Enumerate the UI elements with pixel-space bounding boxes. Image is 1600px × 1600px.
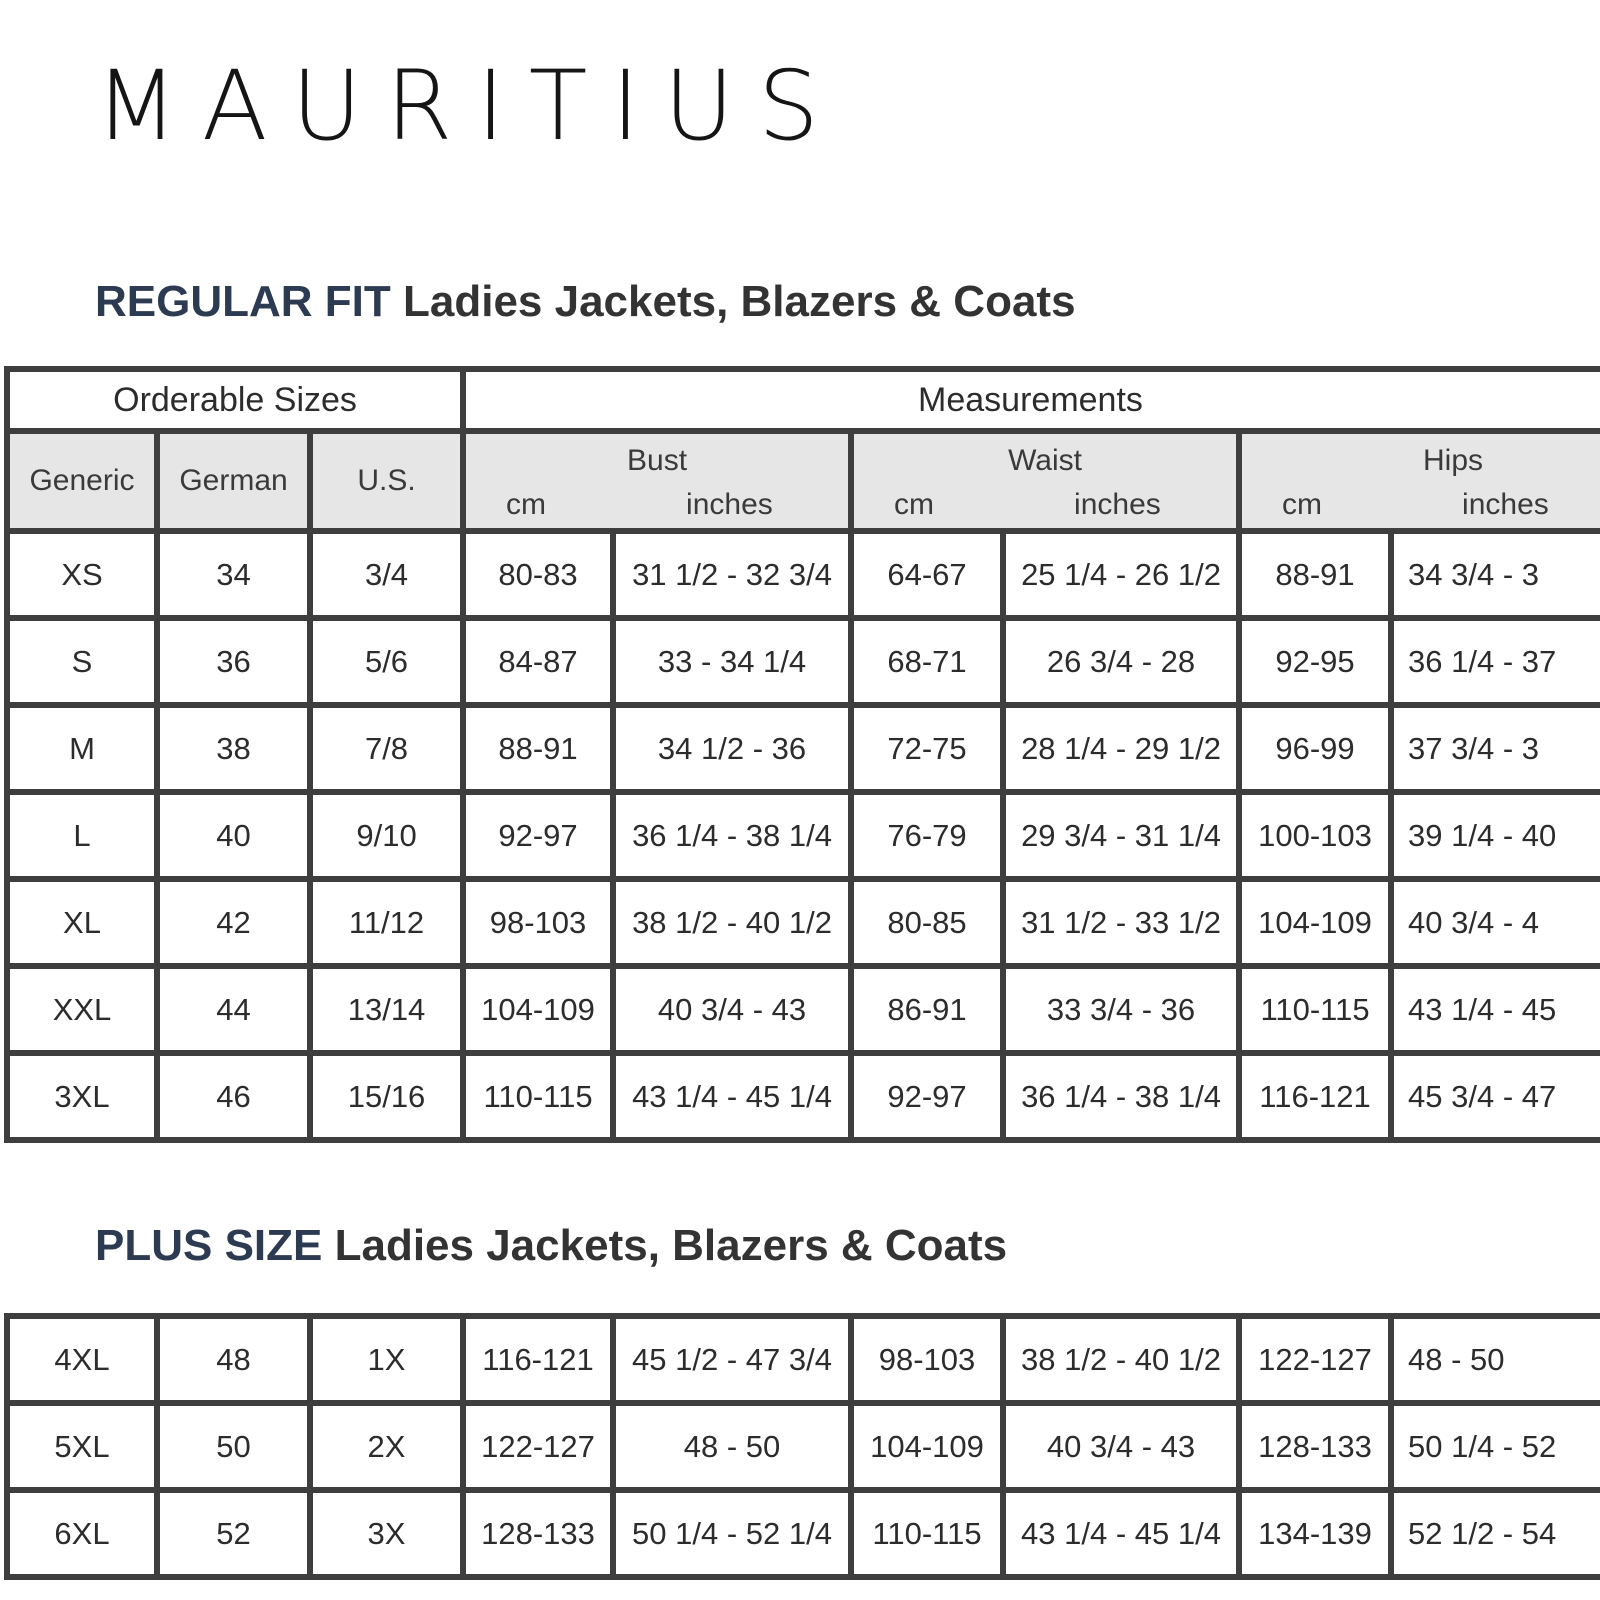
cell-waist-cm: 72-75 [851,705,1003,792]
waist-inches-label: inches [1074,488,1161,521]
cell-generic: L [7,792,157,879]
table-row [7,1403,1600,1490]
cell-hips-inches: 40 3/4 - 4 [1391,879,1600,966]
cell-bust-cm: 122-127 [463,1403,613,1490]
cell-waist-cm: 76-79 [851,792,1003,879]
cell-bust-inches: 34 1/2 - 36 [613,705,851,792]
cell-generic: 6XL [7,1490,157,1577]
cell-waist-inches: 33 3/4 - 36 [1003,966,1239,1053]
waist-header [851,431,1239,531]
measurements-header: Measurements [463,369,1600,431]
cell-hips-inches: 52 1/2 - 54 [1391,1490,1600,1577]
cell-waist-inches: 43 1/4 - 45 1/4 [1003,1490,1239,1577]
cell-bust-cm: 110-115 [463,1053,613,1140]
cell-german: 52 [157,1490,310,1577]
cell-bust-inches: 36 1/4 - 38 1/4 [613,792,851,879]
cell-waist-inches: 40 3/4 - 43 [1003,1403,1239,1490]
cell-german: 48 [157,1316,310,1403]
cell-hips-inches: 48 - 50 [1391,1316,1600,1403]
regular-fit-rows [7,531,1600,1140]
cell-hips-cm: 88-91 [1239,531,1391,618]
waist-cm-label: cm [894,488,935,521]
cell-us: 13/14 [310,966,463,1053]
cell-waist-cm: 86-91 [851,966,1003,1053]
cell-german: 42 [157,879,310,966]
cell-waist-inches: 25 1/4 - 26 1/2 [1003,531,1239,618]
cell-bust-cm: 104-109 [463,966,613,1053]
plus-size-table [4,1313,1600,1580]
cell-german: 38 [157,705,310,792]
cell-hips-cm: 104-109 [1239,879,1391,966]
cell-hips-cm: 122-127 [1239,1316,1391,1403]
cell-us: 3X [310,1490,463,1577]
regular-fit-size-table [4,366,1600,1143]
cell-waist-inches: 38 1/2 - 40 1/2 [1003,1316,1239,1403]
cell-waist-cm: 98-103 [851,1316,1003,1403]
table-row [7,1316,1600,1403]
plus-size-title-bold: PLUS SIZE [95,1221,323,1270]
cell-bust-inches: 50 1/4 - 52 1/4 [613,1490,851,1577]
cell-hips-inches: 36 1/4 - 37 [1391,618,1600,705]
cell-generic: 4XL [7,1316,157,1403]
cell-us: 9/10 [310,792,463,879]
cell-german: 34 [157,531,310,618]
table-row [7,531,1600,618]
cell-hips-cm: 128-133 [1239,1403,1391,1490]
cell-german: 44 [157,966,310,1053]
bust-header [463,431,851,531]
cell-us: 5/6 [310,618,463,705]
hips-header [1239,431,1600,531]
table-row [7,1053,1600,1140]
table-row [7,792,1600,879]
bust-cm-label: cm [506,488,547,521]
cell-bust-cm: 84-87 [463,618,613,705]
regular-fit-title [95,277,1076,326]
cell-waist-cm: 80-85 [851,879,1003,966]
cell-generic: M [7,705,157,792]
cell-bust-inches: 48 - 50 [613,1403,851,1490]
cell-hips-cm: 116-121 [1239,1053,1391,1140]
cell-waist-cm: 64-67 [851,531,1003,618]
cell-waist-inches: 26 3/4 - 28 [1003,618,1239,705]
cell-waist-cm: 92-97 [851,1053,1003,1140]
cell-waist-inches: 31 1/2 - 33 1/2 [1003,879,1239,966]
table-row [7,966,1600,1053]
cell-bust-inches: 31 1/2 - 32 3/4 [613,531,851,618]
cell-hips-inches: 50 1/4 - 52 [1391,1403,1600,1490]
cell-us: 3/4 [310,531,463,618]
bust-label: Bust [627,444,688,477]
cell-german: 40 [157,792,310,879]
cell-waist-cm: 68-71 [851,618,1003,705]
cell-us: 7/8 [310,705,463,792]
cell-hips-inches: 37 3/4 - 3 [1391,705,1600,792]
cell-hips-cm: 92-95 [1239,618,1391,705]
cell-generic: 5XL [7,1403,157,1490]
cell-waist-inches: 36 1/4 - 38 1/4 [1003,1053,1239,1140]
cell-hips-inches: 39 1/4 - 40 [1391,792,1600,879]
regular-fit-title-bold: REGULAR FIT [95,277,391,326]
cell-us: 2X [310,1403,463,1490]
cell-generic: XXL [7,966,157,1053]
cell-generic: XS [7,531,157,618]
cell-bust-inches: 43 1/4 - 45 1/4 [613,1053,851,1140]
cell-generic: S [7,618,157,705]
cell-hips-inches: 45 3/4 - 47 [1391,1053,1600,1140]
cell-hips-cm: 100-103 [1239,792,1391,879]
cell-waist-cm: 110-115 [851,1490,1003,1577]
orderable-sizes-header: Orderable Sizes [7,369,463,431]
table-row [7,618,1600,705]
cell-bust-inches: 40 3/4 - 43 [613,966,851,1053]
plus-size-title-rest: Ladies Jackets, Blazers & Coats [322,1221,1008,1270]
cell-bust-cm: 98-103 [463,879,613,966]
table-row [7,1490,1600,1577]
table-row [7,879,1600,966]
cell-bust-inches: 33 - 34 1/4 [613,618,851,705]
cell-waist-cm: 104-109 [851,1403,1003,1490]
cell-us: 11/12 [310,879,463,966]
cell-hips-cm: 110-115 [1239,966,1391,1053]
bust-inches-label: inches [686,488,773,521]
waist-label: Waist [1008,444,1082,477]
cell-hips-cm: 96-99 [1239,705,1391,792]
cell-us: 15/16 [310,1053,463,1140]
brand-logo: MAURITIUS [95,50,843,162]
cell-bust-cm: 116-121 [463,1316,613,1403]
cell-german: 46 [157,1053,310,1140]
cell-waist-inches: 28 1/4 - 29 1/2 [1003,705,1239,792]
plus-size-title [95,1221,1008,1270]
regular-fit-title-rest: Ladies Jackets, Blazers & Coats [390,277,1076,326]
cell-hips-cm: 134-139 [1239,1490,1391,1577]
cell-bust-inches: 45 1/2 - 47 3/4 [613,1316,851,1403]
cell-generic: 3XL [7,1053,157,1140]
cell-german: 50 [157,1403,310,1490]
cell-bust-cm: 128-133 [463,1490,613,1577]
cell-bust-cm: 80-83 [463,531,613,618]
cell-bust-inches: 38 1/2 - 40 1/2 [613,879,851,966]
cell-hips-inches: 34 3/4 - 3 [1391,531,1600,618]
german-header: German [157,431,310,531]
cell-waist-inches: 29 3/4 - 31 1/4 [1003,792,1239,879]
cell-german: 36 [157,618,310,705]
generic-header: Generic [7,431,157,531]
cell-hips-inches: 43 1/4 - 45 [1391,966,1600,1053]
hips-cm-label: cm [1282,488,1323,521]
table-row [7,705,1600,792]
cell-generic: XL [7,879,157,966]
hips-inches-label: inches [1462,488,1549,521]
cell-us: 1X [310,1316,463,1403]
hips-label: Hips [1423,444,1484,477]
cell-bust-cm: 88-91 [463,705,613,792]
cell-bust-cm: 92-97 [463,792,613,879]
us-header: U.S. [310,431,463,531]
plus-size-rows [7,1316,1600,1577]
